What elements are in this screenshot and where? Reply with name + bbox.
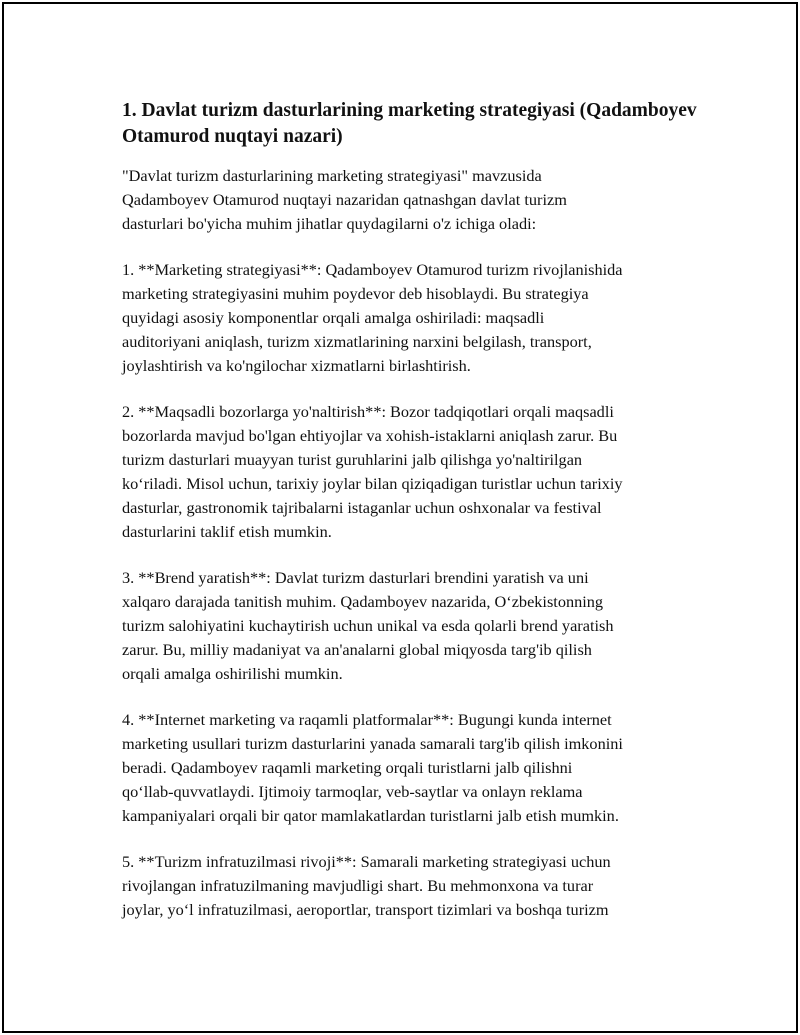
page-frame [2,2,798,1033]
paragraph-marketing-strategy: 1. **Marketing strategiyasi**: Qadamboyev Otamurod turizm rivojlanishida marketing strategiyasini muhim poydevor deb hisoblaydi. Bu strategiya quyidagi asosiy komponentlar orqali amalga oshiriladi: maqsadli auditoriyani aniqlash, turizm xizmatlarining narxini belgilash, transport, joylashtirish va ko'ngilochar xizmatlarni birlashtirish. [122,260,623,375]
paragraph-internet-marketing: 4. **Internet marketing va raqamli platformalar**: Bugungi kunda internet marketing usullari turizm dasturlarini yanada samarali targ'ib qilish imkonini beradi. Qadamboyev raqamli marketing orqali turistlarni jalb qilishni qo‘llab-quvvatlaydi. Ijtimoiy tarmoqlar, veb-saytlar va onlayn reklama kampaniyalari orqali bir qator mamlakatlardan turistlarni jalb etish mumkin. [122,710,623,825]
intro-paragraph: "Davlat turizm dasturlarining marketing strategiyasi" mavzusida Qadamboyev Otamurod nuqtayi nazaridan qatnashgan davlat turizm dasturlari bo'yicha muhim jihatlar quydagilarni o'z ichiga oladi: [122,166,567,233]
document-title: 1. Davlat turizm dasturlarining marketing strategiyasi (Qadamboyev Otamurod nuqtayi nazari) [122,100,697,147]
paragraph-target-markets: 2. **Maqsadli bozorlarga yo'naltirish**: Bozor tadqiqotlari orqali maqsadli bozorlarda mavjud bo'lgan ehtiyojlar va xohish-istaklarni aniqlash zarur. Bu turizm dasturlari muayyan turist guruhlarini jalb qilishga yo'naltirilgan ko‘riladi. Misol uchun, tarixiy joylar bilan qiziqadigan turistlar uchun tarixiy dasturlar, gastronomik tajribalarni istaganlar uchun oshxonalar va festival dasturlarini taklif etish mumkin. [122,402,623,541]
document-body [122,98,712,944]
paragraph-brand-creation: 3. **Brend yaratish**: Davlat turizm dasturlari brendini yaratish va uni xalqaro darajada tanitish muhim. Qadamboyev nazarida, O‘zbekistonning turizm salohiyatini kuchaytirish uchun unikal va esda qolarli brend yaratish zarur. Bu, milliy madaniyat va an'analarni global miqyosda targ'ib qilish orqali amalga oshirilishi mumkin. [122,568,614,683]
paragraph-infrastructure: 5. **Turizm infratuzilmasi rivoji**: Samarali marketing strategiyasi uchun rivojlangan infratuzilmaning mavjudligi shart. Bu mehmonxona va turar joylar, yo‘l infratuzilmasi, aeroportlar, transport tizimlari va boshqa turizm [122,852,611,919]
